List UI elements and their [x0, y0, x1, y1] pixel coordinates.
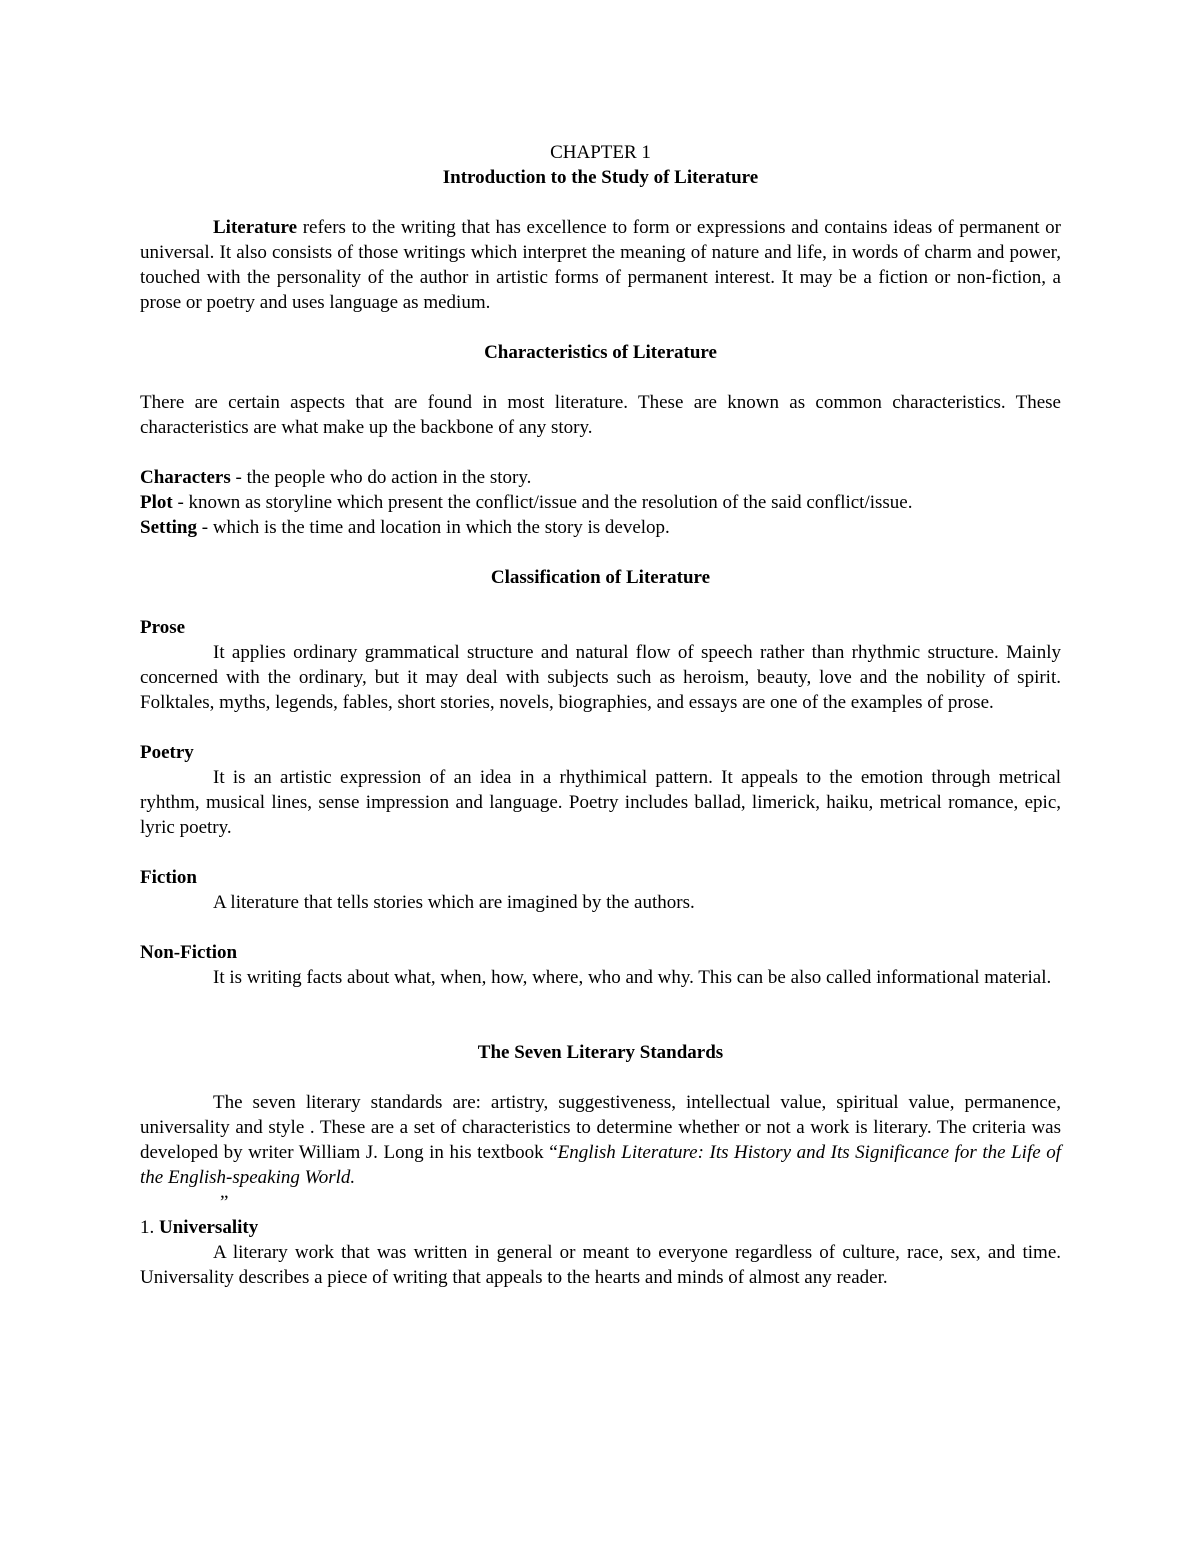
characteristic-text: - which is the time and location in which the story is develop. [197, 517, 670, 538]
standards-paragraph [140, 1090, 1061, 1190]
characteristics-heading: Characteristics of Literature [484, 342, 717, 363]
characteristic-term: Characters [140, 467, 231, 488]
characteristic-item [140, 465, 1061, 490]
classification-text: It applies ordinary grammatical structure and natural flow of speech rather than rhythmic structure. Mainly concerned with the ordinary, but it may deal with subjects such as heroism, beauty, love and the nobility of spirit. Folktales, myths, legends, fables, short stories, novels, biographies, and essays are one of the examples of prose. [140, 642, 1061, 713]
standard-number: 1. [140, 1217, 155, 1238]
classification-term: Poetry [140, 742, 194, 763]
standards-text: The seven literary standards are: artistry, suggestiveness, intellectual value, spiritual value, permanence, universality and style . These are a set of characteristics to determine whether or not a work is literary. The criteria was developed by writer William J. Long in his textbook “ [140, 1092, 1061, 1163]
book-title: English Literature: Its History and Its Significance for the Life of the English-speaking World. [140, 1142, 1061, 1188]
standard-text: A literary work that was written in general or meant to everyone regardless of culture, race, sex, and time. Universality describes a piece of writing that appeals to the hearts and minds of almost any reader. [140, 1242, 1061, 1288]
characteristic-item [140, 515, 1061, 540]
classification-text: It is writing facts about what, when, how, where, who and why. This can be also called informational material. [213, 967, 1052, 988]
chapter-label: CHAPTER 1 [550, 142, 651, 163]
characteristic-item [140, 490, 1061, 515]
characteristic-term: Setting [140, 517, 197, 538]
classification-term: Fiction [140, 867, 197, 888]
closing-quote: ” [220, 1192, 229, 1213]
classification-text: It is an artistic expression of an idea in a rhythimical pattern. It appeals to the emotion through metrical ryhthm, musical lines, sense impression and language. Poetry includes ballad, limerick, haiku, metrical romance, epic, lyric poetry. [140, 767, 1061, 838]
standard-heading [140, 1215, 1061, 1240]
intro-text: refers to the writing that has excellence to form or expressions and contains ideas of permanent or universal. It also consists of those writings which interpret the meaning of nature and life, in words of charm and power, touched with the personality of the author in artistic forms of permanent interest. It may be a fiction or non-fiction, a prose or poetry and uses language as medium. [140, 217, 1061, 313]
characteristic-term: Plot [140, 492, 173, 513]
intro-term: Literature [213, 217, 298, 238]
classification-term: Prose [140, 617, 186, 638]
chapter-title: Introduction to the Study of Literature [442, 167, 759, 188]
intro-paragraph [140, 215, 1061, 315]
document-page [140, 140, 1061, 1290]
characteristics-paragraph: There are certain aspects that are found in most literature. These are known as common characteristics. These characteristics are what make up the backbone of any story. [140, 392, 1061, 438]
characteristic-text: - the people who do action in the story. [230, 467, 532, 488]
characteristic-text: - known as storyline which present the conflict/issue and the resolution of the said conflict/issue. [172, 492, 913, 513]
classification-text: A literature that tells stories which are imagined by the authors. [213, 892, 695, 913]
classification-term: Non-Fiction [140, 942, 238, 963]
standards-heading: The Seven Literary Standards [477, 1042, 724, 1063]
standard-term: Universality [159, 1217, 259, 1238]
classification-heading: Classification of Literature [490, 567, 711, 588]
